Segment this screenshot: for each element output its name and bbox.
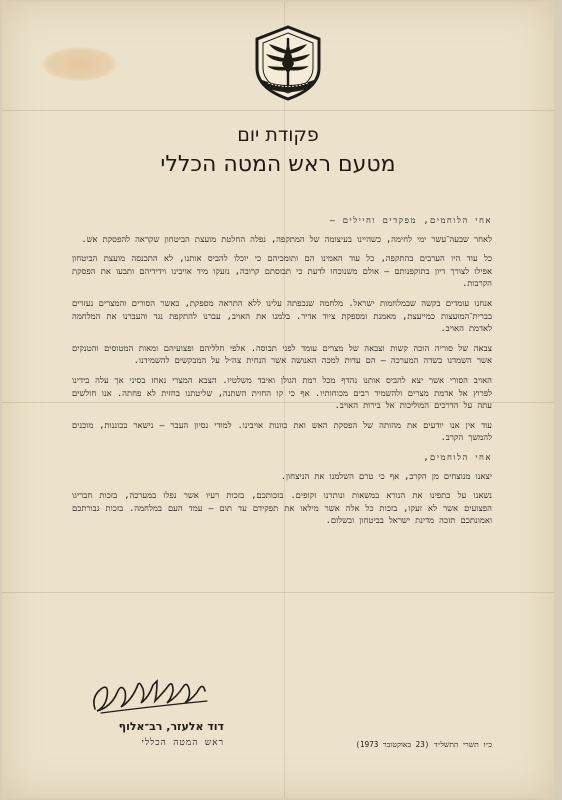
- paragraph: לאחר שבעה־עשר ימי לחימה, כשהיינו בעיצומה של המתקפה, נפלה החלטת מועצת הביטחון שקראה להפסקת אש.: [81, 233, 492, 244]
- salutation: אחי הלוחמים,: [423, 451, 492, 462]
- paragraph: כל עוד היו הערבים בהתקפה, כל עוד האמינו הם ותומכיהם כי יוכלו להביס אותנו, לא התכנסה מועצת הביטחון אפילו לצורך דיון בתוקפנותם — אולם משנוכחו לדעת כי תבוסתם קרובה, נזעקו מיד אויבינו וידידיהם ותבעו את הפסקת הקרבות.: [72, 253, 492, 289]
- letter-body: [72, 214, 492, 534]
- paragraph: עוד אין אנו יודעים את מהותה של הפסקת האש ואת כוונות אויבינו. למודי נסיון העבר — נישאר בכוננות, מוכנים להמשך הקרב.: [72, 419, 492, 443]
- fold-line: [2, 110, 554, 111]
- paragraph: יצאנו מנוצחים מן הקרב, אף כי טרם השלמנו את הניצחון.: [280, 470, 492, 481]
- idf-emblem-icon: [252, 24, 324, 102]
- document-date: כ״ז תשרי התשל״ד (23 באוקטובר 1973): [355, 740, 492, 749]
- paragraph: אנחנו עומדים בקשה שבמלחמות ישראל. מלחמה שנכפתה עלינו ללא התראה מספקת, כאשר הסורים והמצרים נעזרים בברית־המועצות כמייעצת, מאמנת ומספקת ציוד אדיר. בלמנו את האויב, עברנו להתקפת נגד והעברנו את המלחמה לאדמת האויב.: [72, 297, 492, 334]
- handwritten-signature: [87, 667, 217, 722]
- paper-stain: [42, 47, 117, 81]
- salutation: אחי הלוחמים, מפקדים וחיילים —: [329, 215, 492, 225]
- paragraph: נשאנו על כתפינו את הנורא במשאות ונותרנו זקופים. בזכותכם, בזכות רעיו אשר נפלו במערכה, בזכות חבריגו הפצועים אשר לא זעקו, בזכות כל אלה אשר מילאו את תפקידם עד תום — עמד העם במלחמה. בזכות גבורתכם ואמונתכם תזכה מדינת ישראל בביטחון ובשלום.: [72, 490, 492, 526]
- document-subtitle: מטעם ראש המטה הכללי: [160, 152, 396, 177]
- document-title: פקודת יום: [237, 124, 319, 146]
- document-sheet: [2, 2, 554, 798]
- paragraph: האויב הסורי אשר יצא להביס אותנו נהדף מכל רמת הגולן ואיבד משלטיו. הצבא המצרי נאחז בסיני אך עלה בידינו לפרוץ אל אדמת מצרים ולהשמיד רבים מכוחותיו. אף כי קו החזית השתנה, שליטתנו בחזית לא פחתה. אנו חולשים עתה על הדרכים המוליכות אל בירות האויב.: [72, 374, 492, 411]
- paragraph: צבאה של סוריה הוכה קשות וצבאה של מצרים עומד לפני תבוסה. אלפי חלליהם ופצועיהם ומאות המטוסים והטנקים אשר השמדנו בשדה המערכה — הם עדות למכה האנושה אשר הנחית צה״ל על המבקשים להשמידנו.: [72, 342, 492, 366]
- signatory-name: דוד אלעזר, רב־אלוף: [118, 720, 224, 733]
- signatory-title: ראש המטה הכללי: [141, 738, 224, 748]
- fold-line: [2, 592, 554, 593]
